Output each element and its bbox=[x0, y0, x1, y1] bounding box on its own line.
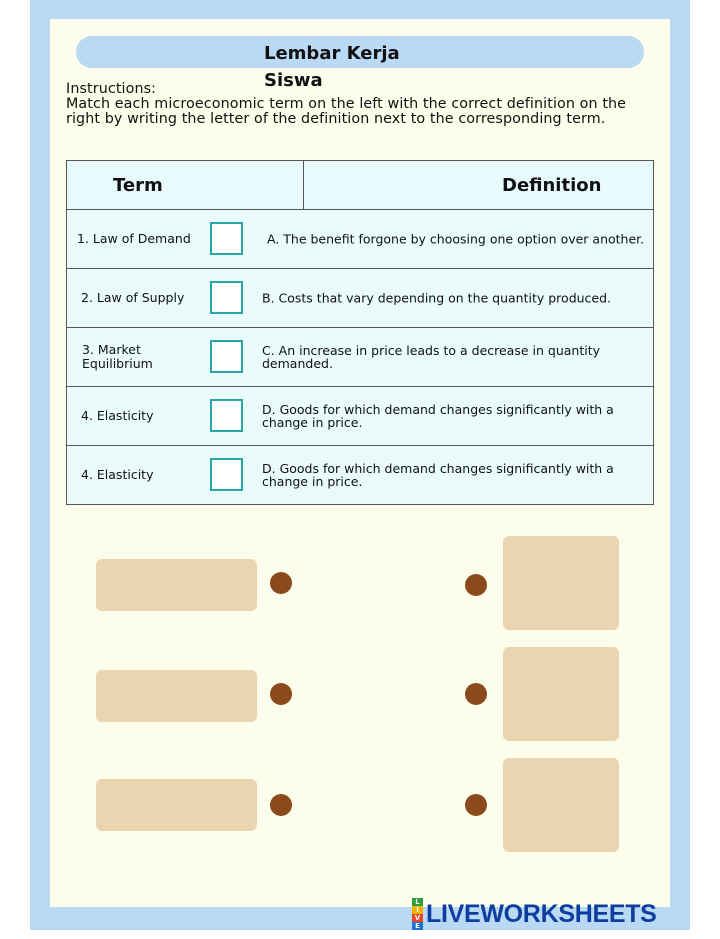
term-label: 4. Elasticity bbox=[81, 467, 154, 482]
right-match-card-1[interactable] bbox=[503, 536, 619, 630]
table-row bbox=[67, 446, 654, 505]
logo-letter: I bbox=[412, 906, 423, 914]
instructions bbox=[66, 82, 656, 127]
logo-letter: E bbox=[412, 922, 423, 930]
definition-label: B. Costs that vary depending on the quantity produced. bbox=[262, 290, 612, 306]
left-match-card-3[interactable] bbox=[96, 779, 257, 831]
answer-input-5[interactable] bbox=[210, 458, 243, 491]
matching-table bbox=[66, 160, 654, 505]
answer-input-3[interactable] bbox=[210, 340, 243, 373]
table-row bbox=[67, 387, 654, 446]
definition-label: D. Goods for which demand changes significantly with a change in price. bbox=[262, 461, 614, 489]
term-label: 1. Law of Demand bbox=[77, 231, 191, 246]
left-connector-dot-1[interactable] bbox=[270, 572, 292, 594]
term-label: 3. Market Equilibrium bbox=[82, 342, 153, 371]
term-label: 2. Law of Supply bbox=[81, 290, 185, 305]
worksheet-title: Lembar Kerja Siswa bbox=[264, 43, 400, 91]
liveworksheets-brand bbox=[412, 900, 657, 928]
table-row bbox=[67, 328, 654, 387]
definition-label: A. The benefit forgone by choosing one option over another. bbox=[267, 231, 645, 247]
logo-letter: V bbox=[412, 914, 423, 922]
term-header: Term bbox=[67, 161, 304, 210]
instructions-heading: Instructions: bbox=[66, 81, 157, 97]
definition-label: D. Goods for which demand changes significantly with a change in price. bbox=[262, 402, 614, 430]
answer-input-1[interactable] bbox=[210, 222, 243, 255]
term-label: 4. Elasticity bbox=[81, 408, 154, 423]
right-match-card-2[interactable] bbox=[503, 647, 619, 741]
table-row bbox=[67, 210, 654, 269]
liveworksheets-logo-icon bbox=[412, 898, 423, 930]
definition-header bbox=[304, 161, 654, 210]
left-match-card-1[interactable] bbox=[96, 559, 257, 611]
definition-header-label: Definition bbox=[502, 174, 602, 196]
right-match-card-3[interactable] bbox=[503, 758, 619, 852]
left-connector-dot-3[interactable] bbox=[270, 794, 292, 816]
definition-label: C. An increase in price leads to a decrease in quantity demanded. bbox=[262, 343, 601, 371]
table-header-row bbox=[67, 161, 654, 210]
instructions-text: Match each microeconomic term on the left with the correct definition on the right by writing the letter of the definition next to the corresponding term. bbox=[66, 96, 627, 127]
answer-input-2[interactable] bbox=[210, 281, 243, 314]
brand-name: LIVEWORKSHEETS bbox=[426, 899, 657, 928]
table-row bbox=[67, 269, 654, 328]
left-match-card-2[interactable] bbox=[96, 670, 257, 722]
left-connector-dot-2[interactable] bbox=[270, 683, 292, 705]
right-connector-dot-2[interactable] bbox=[465, 683, 487, 705]
right-connector-dot-3[interactable] bbox=[465, 794, 487, 816]
logo-letter: L bbox=[412, 898, 423, 906]
right-connector-dot-1[interactable] bbox=[465, 574, 487, 596]
answer-input-4[interactable] bbox=[210, 399, 243, 432]
